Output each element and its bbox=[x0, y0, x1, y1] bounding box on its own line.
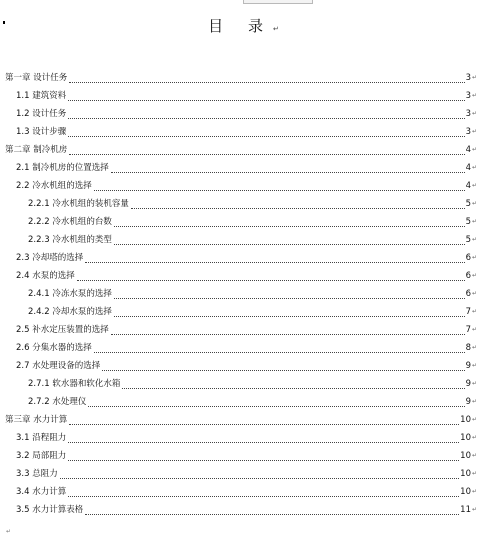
toc-entry-label: 1.3 设计步骤 bbox=[16, 127, 67, 137]
toc-entry-label: 2.4 水泵的选择 bbox=[16, 271, 75, 281]
title-text: 目 录 bbox=[208, 17, 273, 35]
paragraph-mark: ↵ bbox=[472, 92, 478, 99]
toc-entry-label: 2.1 制冷机房的位置选择 bbox=[16, 163, 109, 173]
paragraph-mark: ↵ bbox=[472, 488, 478, 495]
toc-entry-label: 3.5 水力计算表格 bbox=[16, 505, 84, 515]
toc-dot-leader bbox=[69, 153, 464, 155]
toc-page-number: 6 bbox=[465, 289, 471, 299]
paragraph-mark: ↵ bbox=[472, 254, 478, 261]
toc-dot-leader bbox=[68, 441, 459, 443]
toc-entry-label: 2.3 冷却塔的选择 bbox=[16, 253, 84, 263]
toc-page-number: 9 bbox=[465, 379, 471, 389]
toc-dot-leader bbox=[60, 477, 459, 479]
toc-entry[interactable] bbox=[28, 375, 478, 393]
paragraph-mark: ↵ bbox=[472, 470, 478, 477]
paragraph-mark: ↵ bbox=[472, 398, 478, 405]
toc-dot-leader bbox=[111, 333, 465, 335]
toc-page-number: 6 bbox=[465, 253, 471, 263]
toc-page-number: 7 bbox=[465, 307, 471, 317]
toc-dot-leader bbox=[114, 225, 465, 227]
toc-page-number: 3 bbox=[465, 91, 471, 101]
toc-entry[interactable] bbox=[16, 123, 478, 141]
toc-page-number: 10 bbox=[460, 451, 471, 461]
toc-page-number: 6 bbox=[465, 271, 471, 281]
toc-page-number: 5 bbox=[465, 217, 471, 227]
toc-entry-label: 2.6 分集水器的选择 bbox=[16, 343, 92, 353]
toc-entry-label: 2.5 补水定压装置的选择 bbox=[16, 325, 109, 335]
toc-entry-label: 2.7 水处理设备的选择 bbox=[16, 361, 101, 371]
toc-page-number: 4 bbox=[465, 163, 471, 173]
toc-entry[interactable] bbox=[28, 231, 478, 249]
paragraph-mark: ↵ bbox=[472, 344, 478, 351]
toc-entry[interactable] bbox=[16, 339, 478, 357]
toc-dot-leader bbox=[68, 99, 464, 101]
toc-dot-leader bbox=[114, 315, 465, 317]
toc-entry[interactable] bbox=[16, 357, 478, 375]
toc-entry[interactable] bbox=[16, 501, 478, 519]
toc-page-number: 9 bbox=[465, 361, 471, 371]
toc-dot-leader bbox=[111, 171, 465, 173]
toc-page-number: 4 bbox=[465, 145, 471, 155]
toc-entry-label: 2.2.1 冷水机组的装机容量 bbox=[28, 199, 129, 209]
toc-entry[interactable] bbox=[16, 447, 478, 465]
toc-dot-leader bbox=[114, 243, 465, 245]
toc-page-number: 11 bbox=[460, 505, 471, 515]
toc-entry[interactable] bbox=[16, 159, 478, 177]
toc-entry-label: 2.7.2 水处理仪 bbox=[28, 397, 87, 407]
toc-dot-leader bbox=[131, 207, 465, 209]
toc-page-number: 3 bbox=[465, 109, 471, 119]
paragraph-mark: ↵ bbox=[472, 236, 478, 243]
toc-entry[interactable] bbox=[16, 267, 478, 285]
toc-dot-leader bbox=[85, 513, 459, 515]
toc-entry[interactable] bbox=[16, 177, 478, 195]
paragraph-mark: ↵ bbox=[472, 434, 478, 441]
paragraph-mark: ↵ bbox=[472, 380, 478, 387]
toc-page-number: 10 bbox=[460, 469, 471, 479]
toc-entry-label: 1.1 建筑资料 bbox=[16, 91, 67, 101]
toc-entry-label: 2.2.3 冷水机组的类型 bbox=[28, 235, 112, 245]
toc-page-number: 10 bbox=[460, 415, 471, 425]
toc-dot-leader bbox=[68, 495, 459, 497]
toc-entry[interactable] bbox=[16, 87, 478, 105]
toc-dot-leader bbox=[69, 423, 459, 425]
toc-entry[interactable] bbox=[5, 141, 478, 159]
toc-entry[interactable] bbox=[16, 483, 478, 501]
toc-entry[interactable] bbox=[16, 321, 478, 339]
toc-entry[interactable] bbox=[16, 105, 478, 123]
toc-page-number: 10 bbox=[460, 433, 471, 443]
toc-entry[interactable] bbox=[16, 465, 478, 483]
toc-page-number: 3 bbox=[465, 73, 471, 83]
toc-entry-label: 3.2 局部阻力 bbox=[16, 451, 67, 461]
toc-dot-leader bbox=[85, 261, 464, 263]
toc-entry-label: 3.4 水力计算 bbox=[16, 487, 67, 497]
page-title bbox=[0, 15, 487, 36]
paragraph-mark: ↵ bbox=[472, 218, 478, 225]
toc-entry-label: 2.4.2 冷却水泵的选择 bbox=[28, 307, 112, 317]
toc-page-number: 5 bbox=[465, 235, 471, 245]
toc-dot-leader bbox=[88, 405, 464, 407]
title-paragraph-mark: ↵ bbox=[272, 25, 279, 33]
paragraph-mark: ↵ bbox=[472, 290, 478, 297]
toc-page-number: 10 bbox=[460, 487, 471, 497]
window-top-tab bbox=[243, 0, 313, 4]
toc-dot-leader bbox=[122, 387, 464, 389]
paragraph-mark: ↵ bbox=[472, 452, 478, 459]
toc-dot-leader bbox=[94, 189, 465, 191]
toc-entry[interactable] bbox=[28, 303, 478, 321]
toc-entry-label: 3.3 总阻力 bbox=[16, 469, 58, 479]
toc-page-number: 5 bbox=[465, 199, 471, 209]
toc-entry-label: 2.2 冷水机组的选择 bbox=[16, 181, 92, 191]
paragraph-mark: ↵ bbox=[472, 506, 478, 513]
toc-dot-leader bbox=[77, 279, 465, 281]
toc-page-number: 9 bbox=[465, 397, 471, 407]
toc-entry-label: 2.2.2 冷水机组的台数 bbox=[28, 217, 112, 227]
toc-entry-label: 2.7.1 软水器和软化水箱 bbox=[28, 379, 121, 389]
toc-dot-leader bbox=[94, 351, 465, 353]
paragraph-mark: ↵ bbox=[472, 326, 478, 333]
toc-entry[interactable] bbox=[28, 195, 478, 213]
toc-entry-label: 第一章 设计任务 bbox=[5, 73, 68, 83]
toc-entry[interactable] bbox=[16, 429, 478, 447]
toc-entry[interactable] bbox=[5, 411, 478, 429]
toc-entry-label: 第三章 水力计算 bbox=[5, 415, 68, 425]
toc-page-number: 8 bbox=[465, 343, 471, 353]
toc-dot-leader bbox=[68, 117, 464, 119]
paragraph-mark: ↵ bbox=[472, 362, 478, 369]
toc-page-number: 7 bbox=[465, 325, 471, 335]
paragraph-mark: ↵ bbox=[472, 128, 478, 135]
toc-page-number: 4 bbox=[465, 181, 471, 191]
toc-entry[interactable] bbox=[28, 213, 478, 231]
paragraph-mark: ↵ bbox=[472, 110, 478, 117]
toc-entry-label: 3.1 沿程阻力 bbox=[16, 433, 67, 443]
paragraph-mark: ↵ bbox=[472, 272, 478, 279]
paragraph-mark: ↵ bbox=[472, 200, 478, 207]
paragraph-mark: ↵ bbox=[472, 416, 478, 423]
toc-page-number: 3 bbox=[465, 127, 471, 137]
toc-dot-leader bbox=[69, 81, 464, 83]
paragraph-mark: ↵ bbox=[472, 74, 478, 81]
toc-dot-leader bbox=[102, 369, 464, 371]
end-paragraph-mark: ↵ bbox=[6, 528, 12, 535]
toc-entry[interactable] bbox=[28, 393, 478, 411]
toc-entry[interactable] bbox=[16, 249, 478, 267]
paragraph-mark: ↵ bbox=[472, 146, 478, 153]
toc-entry-label: 2.4.1 冷冻水泵的选择 bbox=[28, 289, 112, 299]
toc-entry[interactable] bbox=[28, 285, 478, 303]
toc-dot-leader bbox=[68, 459, 459, 461]
toc-entry-label: 第二章 制冷机房 bbox=[5, 145, 68, 155]
toc-entry-label: 1.2 设计任务 bbox=[16, 109, 67, 119]
toc-dot-leader bbox=[114, 297, 465, 299]
paragraph-mark: ↵ bbox=[472, 164, 478, 171]
paragraph-mark: ↵ bbox=[472, 182, 478, 189]
toc-dot-leader bbox=[68, 135, 464, 137]
toc-entry[interactable] bbox=[5, 69, 478, 87]
paragraph-mark: ↵ bbox=[472, 308, 478, 315]
